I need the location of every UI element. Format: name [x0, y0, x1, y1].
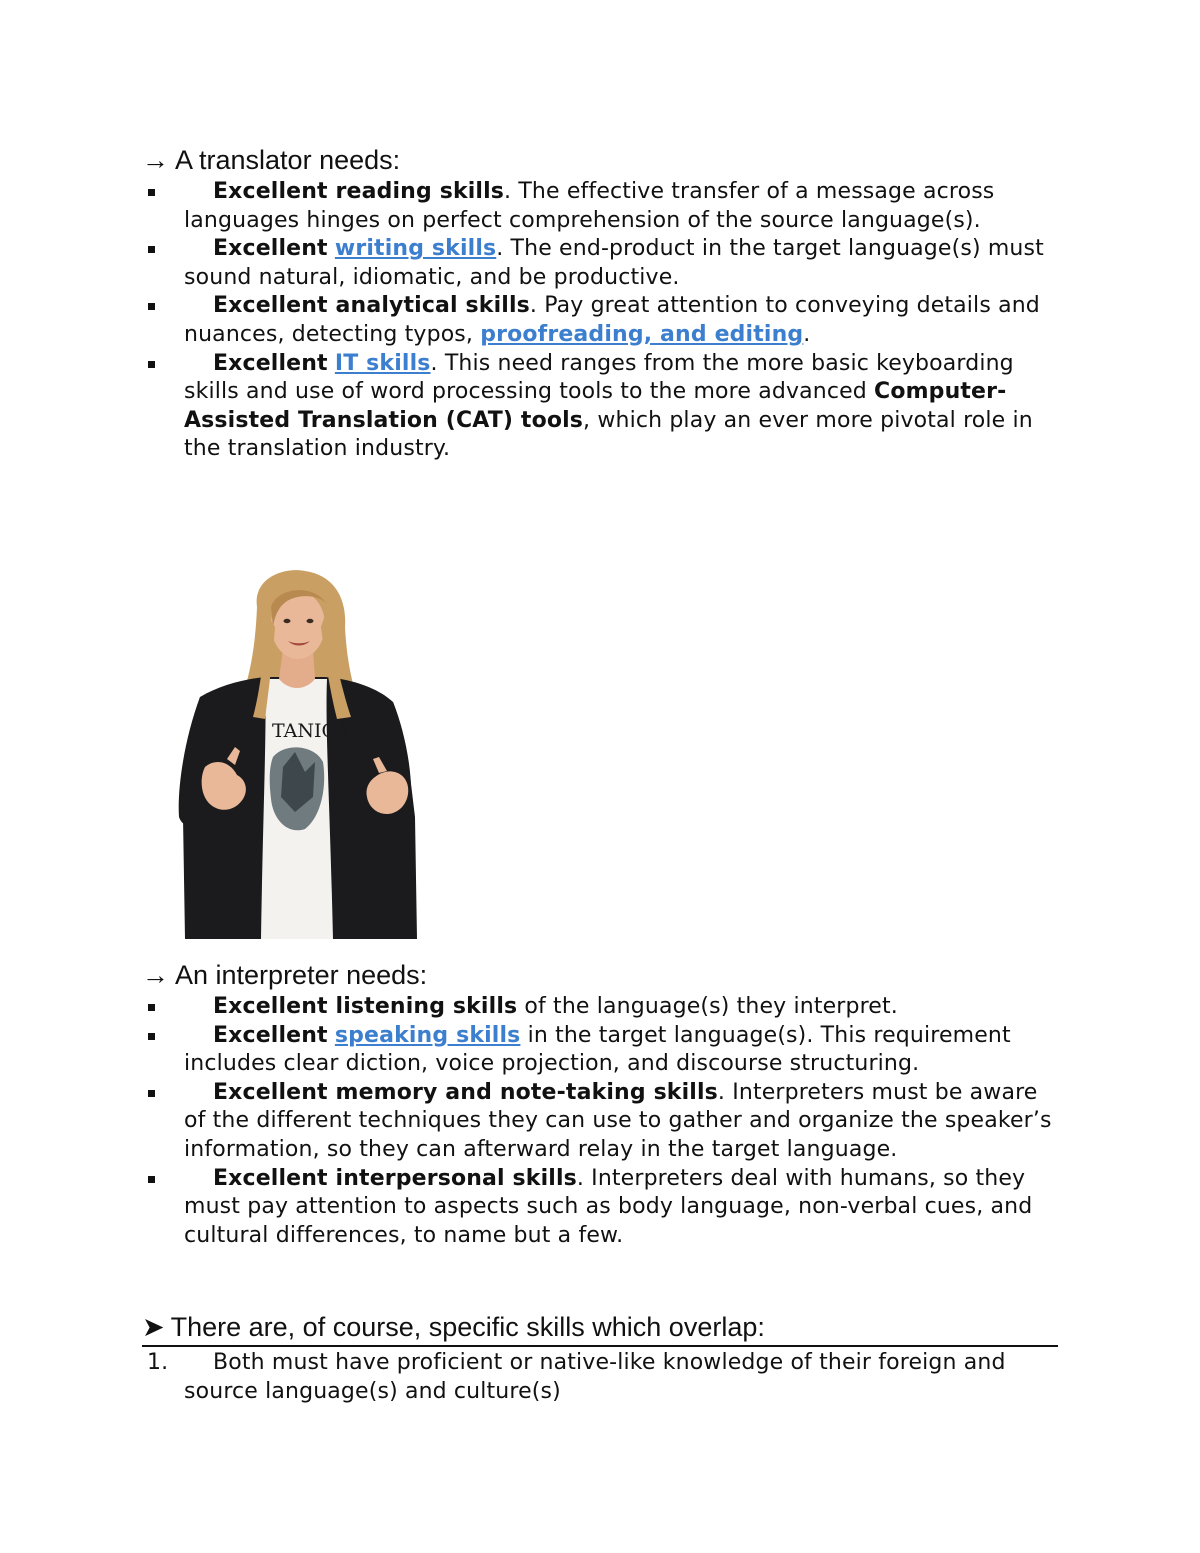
presenter-photo — [165, 567, 425, 939]
list-item — [0, 178, 1064, 235]
item-text: . Interpreters deal with humans, so they must pay attention to aspects such as body language, non-verbal cues, and cultural differences, to name but a few. — [184, 1165, 1033, 1248]
item-bold: Excellent — [213, 1022, 328, 1048]
right-arrow-icon: → — [142, 960, 169, 990]
item-text: Both must have proficient or native-like knowledge of their foreign and source language(s) and culture(s) — [184, 1350, 1006, 1404]
list-item — [0, 993, 1064, 1022]
translator-list — [0, 178, 1200, 464]
square-bullet-icon — [148, 1176, 155, 1183]
list-item — [0, 1349, 1064, 1406]
item-number: 1. — [147, 1350, 169, 1375]
speaking-skills-link[interactable]: speaking skills — [334, 1022, 521, 1048]
item-text: in the target language(s). This requirement includes clear diction, voice projection, and discourse structuring. — [184, 1022, 1011, 1077]
item-bold: Excellent memory and note-taking skills — [213, 1079, 718, 1105]
list-item — [0, 350, 1064, 464]
tshirt-text: TANICA — [272, 720, 350, 742]
item-bold: Excellent analytical skills — [213, 293, 530, 319]
list-item — [0, 1079, 1064, 1165]
item-bold: Excellent — [213, 350, 328, 376]
item-bold: Excellent — [213, 236, 328, 262]
list-item — [0, 292, 1064, 349]
list-item — [0, 1165, 1064, 1251]
interpreter-list — [0, 993, 1200, 1250]
square-bullet-icon — [148, 1090, 155, 1097]
item-bold: Excellent listening skills — [213, 994, 518, 1019]
list-item — [0, 235, 1064, 292]
square-bullet-icon — [148, 1004, 155, 1011]
item-bold: Excellent reading skills — [213, 179, 505, 204]
overlap-list — [0, 1349, 1200, 1406]
translator-heading — [142, 145, 400, 175]
item-text: . Interpreters must be aware of the different techniques they can use to gather and organize the speaker’s information, so they can afterward relay in the target language. — [184, 1079, 1052, 1162]
arrowhead-icon: ➤ — [142, 1312, 165, 1342]
item-bold: Excellent interpersonal skills — [213, 1165, 577, 1191]
item-text-after: . — [803, 321, 811, 347]
writing-skills-link[interactable]: writing skills — [334, 236, 497, 262]
square-bullet-icon — [148, 189, 155, 196]
item-text: . The effective transfer of a message across languages hinges on perfect comprehension of the source language(s). — [184, 179, 995, 233]
section-divider — [142, 1345, 1058, 1347]
it-skills-link[interactable]: IT skills — [334, 350, 431, 376]
interpreter-heading-text: An interpreter needs: — [175, 960, 428, 990]
square-bullet-icon — [148, 303, 155, 310]
overlap-heading-text: There are, of course, specific skills which overlap: — [170, 1312, 765, 1342]
item-text: . Pay great attention to conveying details and nuances, detecting typos, — [184, 293, 1040, 347]
right-arrow-icon: → — [142, 145, 169, 175]
list-item — [0, 1022, 1064, 1079]
square-bullet-icon — [148, 1033, 155, 1040]
interpreter-heading — [142, 960, 427, 990]
overlap-heading — [142, 1312, 765, 1342]
presenter-illustration — [165, 567, 425, 939]
item-text-after: , which play an ever more pivotal role in the translation industry. — [184, 407, 1033, 462]
item-text: . This need ranges from the more basic keyboarding skills and use of word processing tools to the more advanced — [184, 350, 1014, 405]
item-text: of the language(s) they interpret. — [517, 994, 898, 1019]
square-bullet-icon — [148, 246, 155, 253]
item-bold-2: Computer-Assisted Translation (CAT) tools — [184, 379, 1007, 433]
item-text: . The end-product in the target language(s) must sound natural, idiomatic, and be productive. — [184, 236, 1044, 290]
square-bullet-icon — [148, 361, 155, 368]
translator-heading-text: A translator needs: — [175, 145, 401, 175]
proofreading-link[interactable]: proofreading, and editing — [480, 321, 804, 347]
